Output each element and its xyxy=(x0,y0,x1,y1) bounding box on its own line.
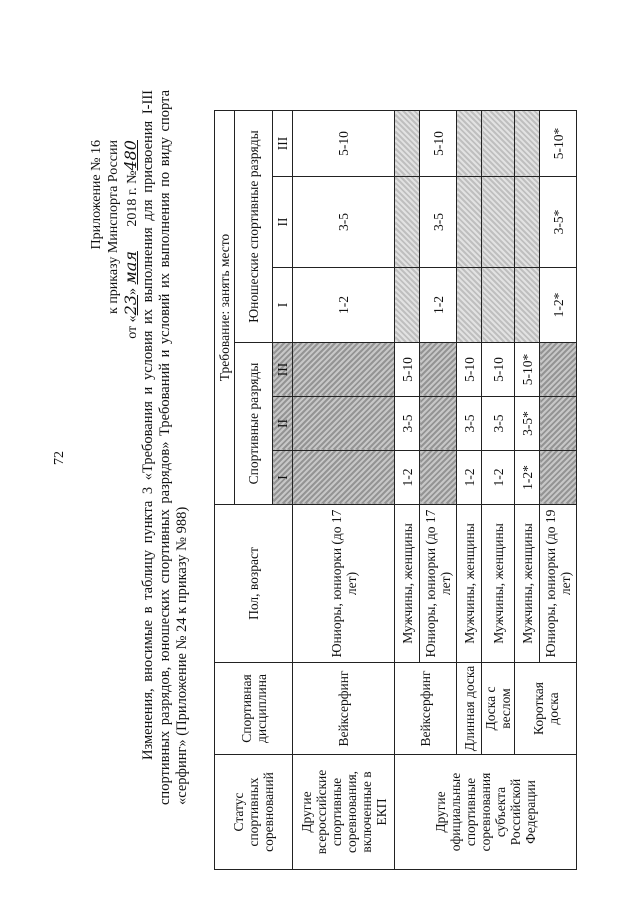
header-youth-ranks: Юношеские спортивные разряды xyxy=(235,111,273,343)
youth-rank-i-cell xyxy=(395,268,420,343)
header-date-quote: » xyxy=(125,287,140,295)
table-row xyxy=(293,111,395,870)
header-sport-rank-iii: III xyxy=(273,343,293,397)
youth-rank-ii-cell xyxy=(482,177,515,268)
discipline-cell: Длинная доска xyxy=(457,663,482,755)
youth-rank-iii-cell: 5-10 xyxy=(293,111,395,177)
youth-rank-ii-cell: 3-5 xyxy=(293,177,395,268)
sport-rank-ii-cell: 3-5* xyxy=(515,397,540,451)
page-number: 72 xyxy=(52,451,67,465)
sport-rank-iii-cell: 5-10 xyxy=(457,343,482,397)
requirements-table xyxy=(214,110,577,870)
youth-rank-i-cell: 1-2 xyxy=(420,268,457,343)
sport-rank-ii-cell xyxy=(293,397,395,451)
youth-rank-ii-cell: 3-5 xyxy=(420,177,457,268)
header-discipline: Спортивная дисциплина xyxy=(215,663,293,755)
gender-age-cell: Мужчины, женщины xyxy=(482,505,515,663)
table-row xyxy=(395,111,420,870)
sport-rank-ii-cell: 3-5 xyxy=(457,397,482,451)
youth-rank-i-cell xyxy=(482,268,515,343)
sport-rank-i-cell xyxy=(293,451,395,505)
sport-rank-i-cell: 1-2 xyxy=(482,451,515,505)
youth-rank-iii-cell xyxy=(395,111,420,177)
header-year: 2018 г. № xyxy=(125,170,140,227)
sport-rank-i-cell: 1-2 xyxy=(457,451,482,505)
sport-rank-iii-cell xyxy=(540,343,577,397)
discipline-cell: Вейксерфинг xyxy=(293,663,395,755)
sport-rank-ii-cell xyxy=(540,397,577,451)
gender-age-cell: Юниоры, юниорки (до 19 лет) xyxy=(540,505,577,663)
header-date-prefix: от « xyxy=(125,315,140,339)
intro-paragraph: Изменения, вносимые в таблицу пункта 3 «Требования и условия их выполнения для присвоения I-III спортивных разрядов, юношеских спортивных разрядов» Требований и условий их выполнения по виду спорта «серфинг» (Приложение № 24 к приказу № 988) xyxy=(140,90,190,805)
youth-rank-iii-cell: 5-10 xyxy=(420,111,457,177)
gender-age-cell: Мужчины, женщины xyxy=(395,505,420,663)
header-sport-ranks: Спортивные разряды xyxy=(235,343,273,505)
header-youth-rank-ii: II xyxy=(273,177,293,268)
discipline-cell: Вейксерфинг xyxy=(395,663,457,755)
handwritten-month: мая xyxy=(121,251,140,285)
youth-rank-ii-cell: 3-5* xyxy=(540,177,577,268)
youth-rank-iii-cell xyxy=(457,111,482,177)
sport-rank-ii-cell: 3-5 xyxy=(395,397,420,451)
gender-age-cell: Юниоры, юниорки (до 17 лет) xyxy=(420,505,457,663)
sport-rank-i-cell: 1-2 xyxy=(395,451,420,505)
sport-rank-i-cell xyxy=(540,451,577,505)
youth-rank-iii-cell: 5-10* xyxy=(540,111,577,177)
header-youth-rank-iii: III xyxy=(273,111,293,177)
sport-rank-iii-cell xyxy=(293,343,395,397)
document-header xyxy=(88,140,141,470)
youth-rank-i-cell xyxy=(515,268,540,343)
header-sport-rank-i: I xyxy=(273,451,293,505)
status-cell: Другие всероссийские спортивные соревнования, включенные в ЕКП xyxy=(293,755,395,870)
discipline-cell: Доска с веслом xyxy=(482,663,515,755)
youth-rank-ii-cell xyxy=(457,177,482,268)
sport-rank-i-cell xyxy=(420,451,457,505)
discipline-cell: Короткая доска xyxy=(515,663,577,755)
sport-rank-iii-cell: 5-10 xyxy=(395,343,420,397)
header-line-3 xyxy=(122,140,141,470)
header-youth-rank-i: I xyxy=(273,268,293,343)
header-line-2: к приказу Минспорта России xyxy=(106,140,121,314)
youth-rank-iii-cell xyxy=(482,111,515,177)
youth-rank-iii-cell xyxy=(515,111,540,177)
gender-age-cell: Мужчины, женщины xyxy=(457,505,482,663)
youth-rank-ii-cell xyxy=(395,177,420,268)
youth-rank-i-cell: 1-2 xyxy=(293,268,395,343)
youth-rank-i-cell: 1-2* xyxy=(540,268,577,343)
sport-rank-iii-cell xyxy=(420,343,457,397)
header-requirement: Требование: занять место xyxy=(215,111,235,505)
sport-rank-ii-cell: 3-5 xyxy=(482,397,515,451)
gender-age-cell: Мужчины, женщины xyxy=(515,505,540,663)
sport-rank-ii-cell xyxy=(420,397,457,451)
status-cell: Другие официальные спортивные соревнования субъекта Российской Федерации xyxy=(395,755,577,870)
header-line-1: Приложение № 16 xyxy=(89,140,104,250)
handwritten-number: 480 xyxy=(121,140,140,171)
handwritten-day: 23 xyxy=(121,294,140,316)
sport-rank-iii-cell: 5-10 xyxy=(482,343,515,397)
sport-rank-i-cell: 1-2* xyxy=(515,451,540,505)
sport-rank-iii-cell: 5-10* xyxy=(515,343,540,397)
youth-rank-i-cell xyxy=(457,268,482,343)
header-status: Статус спортивных соревнований xyxy=(215,755,293,870)
header-gender-age: Пол, возраст xyxy=(215,505,293,663)
youth-rank-ii-cell xyxy=(515,177,540,268)
header-sport-rank-ii: II xyxy=(273,397,293,451)
gender-age-cell: Юниоры, юниорки (до 17 лет) xyxy=(293,505,395,663)
